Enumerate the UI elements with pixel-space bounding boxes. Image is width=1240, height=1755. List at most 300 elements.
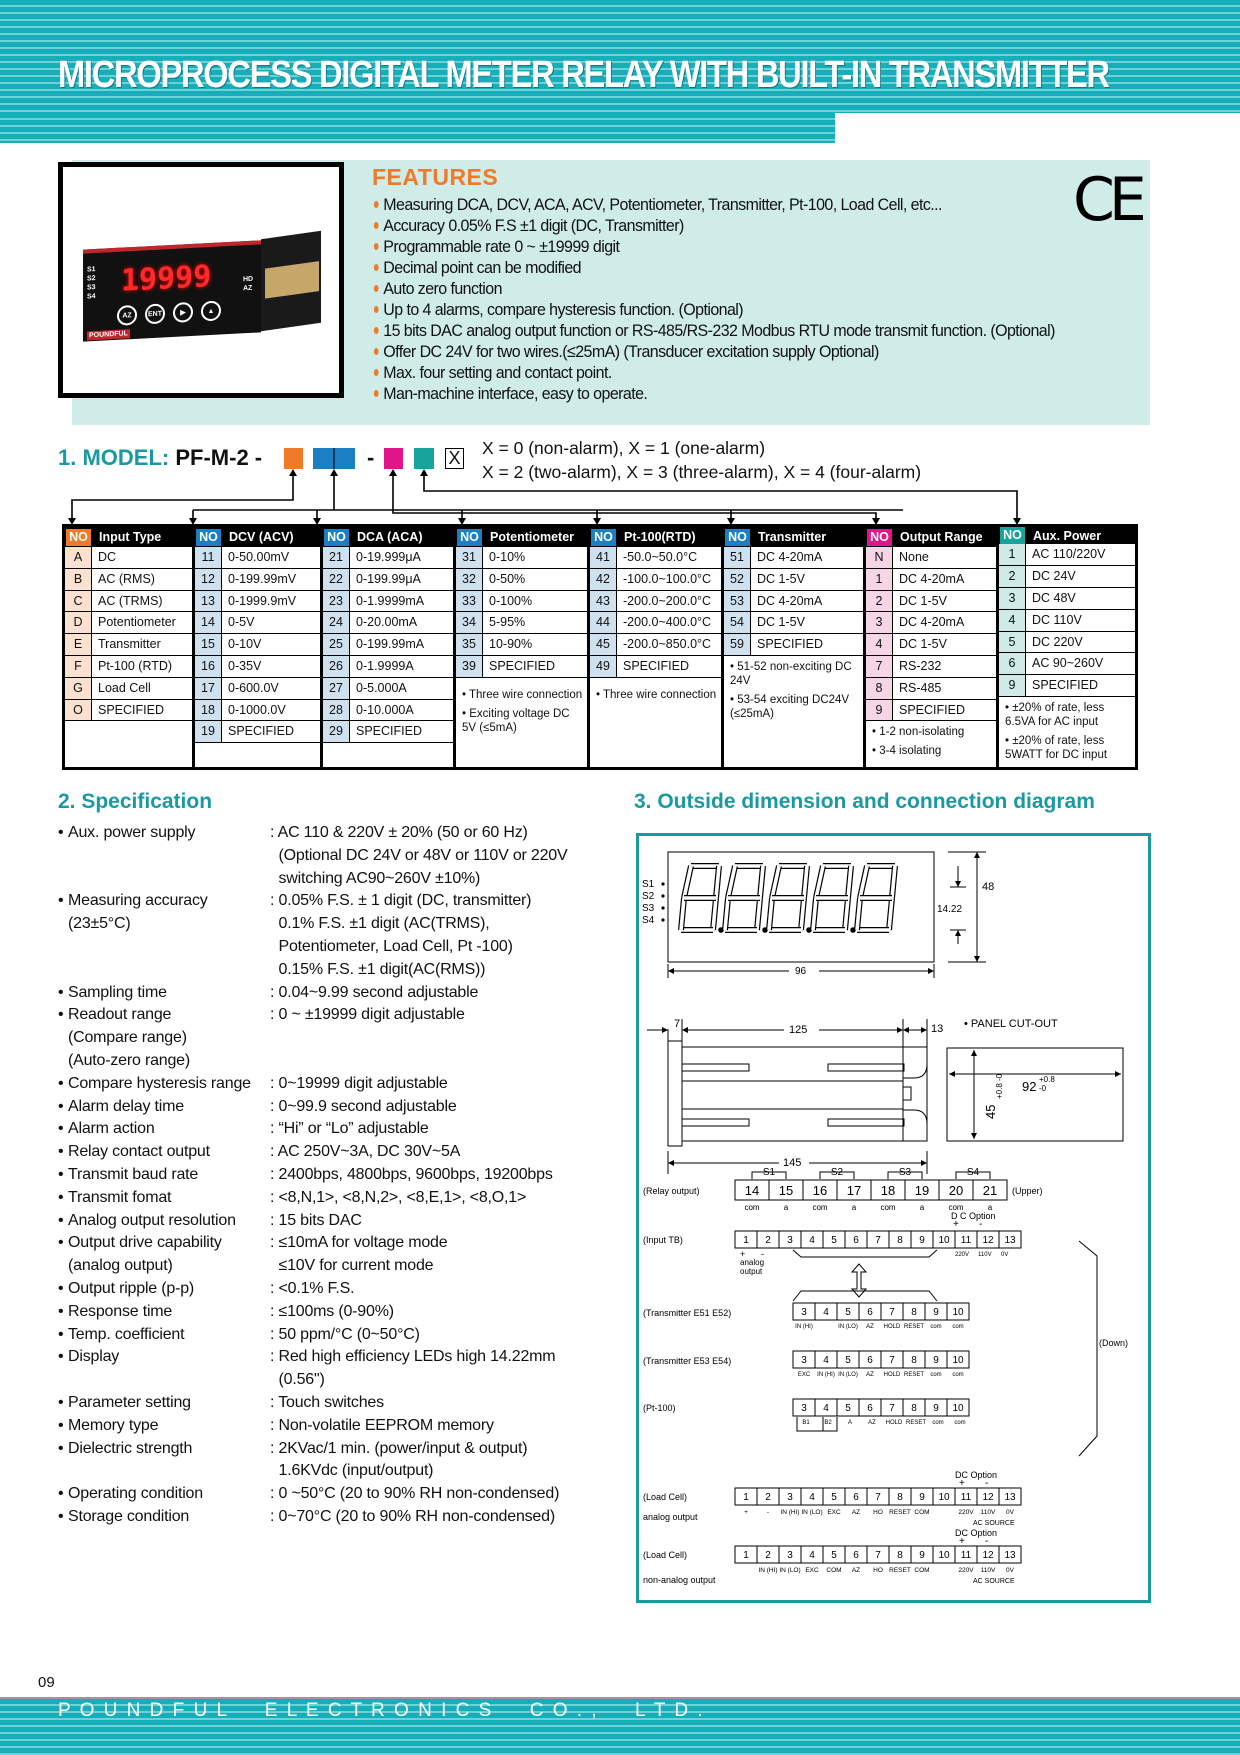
value-cell: DC 4-20mA bbox=[892, 569, 996, 590]
table-row bbox=[65, 656, 192, 678]
code-cell: 51 bbox=[724, 547, 750, 568]
input-tb-label: (Input TB) bbox=[643, 1235, 683, 1245]
load-cell-analog-label: (Load Cell) bbox=[643, 1492, 688, 1502]
table-row bbox=[999, 675, 1135, 697]
value-cell: DC 4-20mA bbox=[892, 612, 996, 633]
code-cell: 26 bbox=[323, 656, 349, 677]
terminal-number: 19 bbox=[914, 1183, 930, 1198]
spec-key: Response time bbox=[68, 1302, 173, 1320]
feature-item: Accuracy 0.05% F.S ±1 digit (DC, Transmitter) bbox=[372, 215, 1055, 236]
spec-key-cell bbox=[58, 1141, 270, 1164]
table-row bbox=[456, 569, 587, 591]
terminal-text-layer bbox=[643, 1167, 1128, 1585]
ac-source-label: AC SOURCE bbox=[973, 1520, 1015, 1527]
relay-group-label: S1 bbox=[762, 1167, 776, 1178]
transmitter-e53-block bbox=[793, 1351, 969, 1368]
column-note: • 1-2 non-isolating bbox=[872, 726, 965, 739]
value-cell: 0-35V bbox=[221, 656, 320, 677]
spec-row bbox=[58, 1027, 618, 1050]
spec-value: AC 110 & 220V ± 20% (50 or 60 Hz) bbox=[277, 824, 528, 841]
spec-key: Parameter setting bbox=[68, 1393, 191, 1411]
column-note: • 51-52 non-exciting DC 24V bbox=[730, 660, 852, 687]
spec-key-cell bbox=[58, 1027, 270, 1050]
analog-label: analog bbox=[740, 1258, 765, 1267]
colon: : bbox=[270, 1439, 279, 1457]
value-cell: 0-50.00mV bbox=[221, 547, 320, 568]
code-cell: 5 bbox=[999, 632, 1025, 653]
terminal-number: 13 bbox=[1004, 1550, 1016, 1561]
terminal-number: 2 bbox=[765, 1492, 771, 1503]
terminal-sub-label: RESET bbox=[903, 1324, 925, 1330]
spec-key-cell bbox=[58, 1278, 270, 1301]
spec-row bbox=[58, 1278, 618, 1301]
segment-digit bbox=[769, 866, 812, 933]
minus-sign-2: - bbox=[985, 1478, 989, 1489]
table-row bbox=[195, 678, 320, 700]
table-row bbox=[866, 569, 996, 591]
terminal-number: 6 bbox=[853, 1235, 859, 1246]
spec-key-cell bbox=[58, 959, 270, 982]
table-row bbox=[999, 588, 1135, 610]
column-header bbox=[65, 527, 192, 547]
colon: : bbox=[270, 1393, 279, 1411]
spec-row bbox=[58, 936, 618, 959]
spec-key-cell bbox=[58, 1164, 270, 1187]
value-cell: 10-90% bbox=[482, 634, 587, 655]
terminal-number: 21 bbox=[982, 1183, 998, 1198]
table-row bbox=[724, 569, 863, 591]
relay-sub-label: a bbox=[919, 1203, 925, 1212]
colon bbox=[270, 1371, 279, 1388]
table-row bbox=[323, 612, 453, 634]
bullet-icon: • bbox=[58, 1325, 64, 1343]
code-cell: 15 bbox=[195, 634, 221, 655]
code-cell: 59 bbox=[724, 634, 750, 655]
colon: : bbox=[270, 1416, 279, 1434]
spec-value: Red high efficiency LEDs high 14.22mm bbox=[278, 1348, 556, 1366]
value-cell: SPECIFIED bbox=[349, 721, 453, 742]
order-column-dca-aca bbox=[323, 527, 456, 767]
table-row bbox=[999, 632, 1135, 654]
spec-value-cell bbox=[270, 936, 513, 959]
relay-sub-label: com bbox=[812, 1203, 828, 1212]
column-header bbox=[195, 527, 320, 547]
terminal-blocks-layer bbox=[735, 1180, 1021, 1563]
terminal-sub-label: AZ bbox=[851, 1509, 861, 1516]
spec-row bbox=[58, 1050, 618, 1073]
load-cell-nonanalog-label: (Load Cell) bbox=[643, 1550, 688, 1560]
terminal-number: 9 bbox=[933, 1355, 939, 1366]
terminal-number: 8 bbox=[897, 1550, 903, 1561]
terminal-sub-label: com bbox=[930, 1372, 942, 1378]
bullet-icon: • bbox=[58, 1188, 64, 1206]
code-cell: E bbox=[65, 634, 91, 655]
relay-group-label: S3 bbox=[898, 1167, 912, 1178]
spec-key: Dielectric strength bbox=[68, 1439, 193, 1457]
spec-row bbox=[58, 1415, 618, 1438]
terminal-sub-label: IN (HI) bbox=[758, 1567, 778, 1574]
colon: : bbox=[270, 1279, 279, 1297]
seven-segment-digits bbox=[681, 866, 895, 933]
colon: : bbox=[270, 1165, 279, 1183]
terminal-number: 9 bbox=[933, 1403, 939, 1414]
terminal-number: 7 bbox=[875, 1550, 881, 1561]
table-row bbox=[323, 591, 453, 613]
colon: : bbox=[270, 1211, 279, 1229]
code-cell: 13 bbox=[195, 591, 221, 612]
column-no-label: NO bbox=[324, 529, 349, 546]
terminal-sub-label: COM bbox=[914, 1567, 930, 1574]
table-row bbox=[866, 656, 996, 678]
table-row bbox=[323, 547, 453, 569]
order-column-output-range bbox=[866, 527, 999, 767]
ent-button-icon: ENT bbox=[145, 303, 165, 324]
spec-row bbox=[58, 959, 618, 982]
order-column-dcv-acv bbox=[195, 527, 323, 767]
cutout-height: 45 bbox=[983, 1104, 998, 1119]
terminal-number: 6 bbox=[853, 1492, 859, 1503]
spec-value: 0.05% F.S. ± 1 digit (DC, transmitter) bbox=[278, 892, 532, 910]
value-cell: -50.0~50.0°C bbox=[616, 547, 721, 568]
terminal-number: 7 bbox=[875, 1235, 881, 1246]
terminal-number: 14 bbox=[744, 1183, 760, 1198]
code-cell: 3 bbox=[866, 612, 892, 633]
terminal-number: 16 bbox=[812, 1183, 828, 1198]
bullet-icon: • bbox=[58, 1097, 64, 1115]
spec-value-cell bbox=[270, 1301, 394, 1324]
feature-item: Man-machine interface, easy to operate. bbox=[372, 383, 1055, 404]
code-cell: 11 bbox=[195, 547, 221, 568]
spec-row bbox=[58, 1118, 618, 1141]
table-row bbox=[195, 700, 320, 722]
spec-value-cell bbox=[270, 1278, 354, 1301]
spec-value: 50 ppm/°C (0~50°C) bbox=[278, 1325, 420, 1343]
input-terminal-block bbox=[735, 1231, 1021, 1248]
analog-minus: - bbox=[761, 1249, 764, 1259]
meter-side-labels: HD AZ bbox=[243, 275, 254, 293]
value-cell: AC 110/220V bbox=[1025, 544, 1135, 565]
value-cell: DC 1-5V bbox=[892, 634, 996, 655]
bullet-icon: • bbox=[58, 1074, 64, 1092]
terminal-number: 15 bbox=[778, 1183, 794, 1198]
relay-sub-label: a bbox=[783, 1203, 789, 1212]
spec-key: Memory type bbox=[68, 1416, 159, 1434]
colon bbox=[270, 870, 279, 887]
code-cell: 35 bbox=[456, 634, 482, 655]
code-cell: 9 bbox=[866, 700, 892, 721]
spec-key-cell bbox=[58, 1438, 270, 1461]
column-header bbox=[456, 527, 587, 547]
value-cell: DC 1-5V bbox=[892, 591, 996, 612]
table-row bbox=[866, 612, 996, 634]
colon: : bbox=[270, 983, 279, 1001]
relay-sub-label: com bbox=[948, 1203, 964, 1212]
spec-value-cell bbox=[270, 1210, 362, 1233]
terminal-number: 3 bbox=[801, 1355, 807, 1366]
terminal-sub-label: HO bbox=[873, 1509, 883, 1516]
code-cell: 1 bbox=[866, 569, 892, 590]
dc-option-label-3: DC Option bbox=[955, 1528, 998, 1538]
spec-key: Output ripple (p-p) bbox=[68, 1279, 195, 1297]
code-cell: 7 bbox=[866, 656, 892, 677]
terminal-number: 3 bbox=[801, 1403, 807, 1414]
spec-key-cell bbox=[58, 1050, 270, 1073]
colon bbox=[270, 847, 279, 864]
code-cell: 27 bbox=[323, 678, 349, 699]
value-cell: 5-95% bbox=[482, 612, 587, 633]
code-cell: 45 bbox=[590, 634, 616, 655]
terminal-sub-label: 110V bbox=[980, 1509, 996, 1516]
spec-row bbox=[58, 822, 618, 845]
column-no-label: NO bbox=[66, 529, 91, 546]
order-column-input-type bbox=[65, 527, 195, 767]
spec-row bbox=[58, 1506, 618, 1529]
table-row bbox=[323, 569, 453, 591]
table-row bbox=[65, 547, 192, 569]
spec-key-cell bbox=[58, 1506, 270, 1529]
colon: : bbox=[270, 1143, 278, 1161]
value-cell: DC 1-5V bbox=[750, 569, 863, 590]
colon: : bbox=[270, 824, 278, 841]
transmitter-e51-block bbox=[793, 1303, 969, 1320]
alarm-legend: X = 0 (non-alarm), X = 1 (one-alarm) X = 2 (two-alarm), X = 3 (three-alarm), X = 4 (four-alarm) bbox=[482, 438, 922, 482]
terminal-number: 8 bbox=[897, 1492, 903, 1503]
dc-option-label: D C Option bbox=[951, 1211, 996, 1221]
value-cell: SPECIFIED bbox=[892, 700, 996, 721]
code-cell: 33 bbox=[456, 591, 482, 612]
spec-value-cell bbox=[270, 982, 478, 1005]
spec-key-cell bbox=[58, 1118, 270, 1141]
page-number: 09 bbox=[38, 1674, 55, 1691]
terminal-sub-label: RESET bbox=[905, 1420, 927, 1426]
spec-row bbox=[58, 1210, 618, 1233]
spec-value: switching AC90~260V ±10%) bbox=[278, 869, 481, 887]
terminal-sub-label: + bbox=[744, 1509, 748, 1516]
spec-row bbox=[58, 1346, 618, 1369]
code-cell: G bbox=[65, 678, 91, 699]
relay-sub-label: a bbox=[851, 1203, 857, 1212]
table-row bbox=[724, 612, 863, 634]
terminal-sub-label: RESET bbox=[889, 1509, 911, 1516]
value-cell: AC 90~260V bbox=[1025, 653, 1135, 674]
column-header bbox=[999, 527, 1135, 544]
dc-option-label-2: DC Option bbox=[955, 1470, 998, 1480]
value-cell: 0-199.99mA bbox=[349, 634, 453, 655]
spec-key-cell bbox=[58, 822, 270, 845]
cutout-height-tol: +0.8 -0 bbox=[995, 1073, 1004, 1099]
terminal-number: 8 bbox=[911, 1355, 917, 1366]
value-cell: SPECIFIED bbox=[221, 721, 320, 742]
feature-item: 15 bits DAC analog output function or RS-485/RS-232 Modbus RTU mode transmit function. (Optional) bbox=[372, 320, 1055, 341]
order-column-pt-100-rtd bbox=[590, 527, 724, 767]
column-no-label: NO bbox=[867, 529, 892, 546]
spec-row bbox=[58, 1073, 618, 1096]
table-row bbox=[195, 721, 320, 743]
spec-value-cell bbox=[270, 1255, 433, 1278]
table-row bbox=[724, 634, 863, 656]
order-column-transmitter bbox=[724, 527, 866, 767]
minus-sign-3: - bbox=[985, 1536, 989, 1547]
plus-sign-3: + bbox=[959, 1536, 965, 1547]
terminal-number: 10 bbox=[938, 1492, 950, 1503]
terminal-sub-label: com bbox=[932, 1420, 944, 1426]
spec-value-cell bbox=[270, 1073, 448, 1096]
column-name: DCA (ACA) bbox=[357, 530, 423, 544]
spec-value: 0 ~ ±19999 digit adjustable bbox=[278, 1006, 465, 1024]
spec-key-cell bbox=[58, 890, 270, 913]
value-cell: 0-1.9999mA bbox=[349, 591, 453, 612]
spec-value-cell bbox=[270, 1506, 555, 1529]
code-cell: 34 bbox=[456, 612, 482, 633]
spec-row bbox=[58, 1255, 618, 1278]
meter-brand-logo: POUNDFUL bbox=[89, 330, 128, 340]
dim-digit-height: 14.22 bbox=[937, 904, 963, 915]
ce-mark-logo: CE bbox=[1073, 165, 1141, 235]
spec-key: Measuring accuracy bbox=[68, 892, 208, 910]
value-cell: -100.0~100.0°C bbox=[616, 569, 721, 590]
code-cell: 29 bbox=[323, 721, 349, 742]
colon: : bbox=[270, 1188, 279, 1206]
spec-key-cell bbox=[58, 1232, 270, 1255]
terminal-sub-label: EXC bbox=[797, 1372, 811, 1378]
colon: : bbox=[270, 1485, 279, 1503]
panel-cutout-label: • PANEL CUT-OUT bbox=[964, 1018, 1058, 1030]
spec-value: <8,N,1>, <8,N,2>, <8,E,1>, <8,O,1> bbox=[278, 1188, 527, 1206]
relay-sub-label: com bbox=[880, 1203, 896, 1212]
cutout-width-tol-plus: +0.8 bbox=[1039, 1075, 1055, 1084]
column-name: Potentiometer bbox=[490, 530, 575, 544]
value-cell: 0-10% bbox=[482, 547, 587, 568]
relay-sub-label: a bbox=[987, 1203, 993, 1212]
spec-key: Alarm delay time bbox=[68, 1097, 184, 1115]
value-cell: RS-232 bbox=[892, 656, 996, 677]
column-name: DCV (ACV) bbox=[229, 530, 294, 544]
dim-side-125: 125 bbox=[789, 1024, 808, 1036]
terminal-sub-label: B2 bbox=[824, 1420, 832, 1426]
colon: : bbox=[270, 1302, 279, 1320]
terminal-number: 2 bbox=[765, 1550, 771, 1561]
code-cell: 18 bbox=[195, 700, 221, 721]
spec-row bbox=[58, 1164, 618, 1187]
terminal-number: 9 bbox=[919, 1492, 925, 1503]
terminal-sub-label: IN (LO) bbox=[801, 1509, 823, 1516]
column-no-label: NO bbox=[196, 529, 221, 546]
terminal-number: 4 bbox=[809, 1550, 815, 1561]
table-row bbox=[65, 612, 192, 634]
transmitter-e53-label: (Transmitter E53 E54) bbox=[643, 1356, 732, 1366]
bullet-icon: • bbox=[58, 1120, 64, 1138]
value-cell: -200.0~850.0°C bbox=[616, 634, 721, 655]
spec-row bbox=[58, 1369, 618, 1392]
terminal-sub-label: AZ bbox=[866, 1372, 874, 1378]
feature-item: Auto zero function bbox=[372, 278, 1055, 299]
column-header bbox=[590, 527, 721, 547]
terminal-sub-label: HOLD bbox=[883, 1372, 901, 1378]
column-note: • 53-54 exciting DC24V (≤25mA) bbox=[730, 693, 850, 720]
spec-value: 15 bits DAC bbox=[278, 1211, 362, 1229]
column-name: Pt-100(RTD) bbox=[624, 530, 696, 544]
terminal-number: 4 bbox=[823, 1307, 829, 1318]
code-cell: 2 bbox=[866, 591, 892, 612]
spec-key-cell bbox=[58, 936, 270, 959]
model-dash: - bbox=[367, 445, 375, 470]
relay-group-label: S2 bbox=[830, 1167, 844, 1178]
value-cell: 0-19.999μA bbox=[349, 547, 453, 568]
relay-output-label: (Relay output) bbox=[643, 1186, 700, 1196]
column-notes bbox=[724, 656, 863, 726]
table-row bbox=[456, 656, 587, 678]
code-cell: 6 bbox=[999, 653, 1025, 674]
column-header bbox=[323, 527, 453, 547]
code-cell: 2 bbox=[999, 566, 1025, 587]
spec-key-cell bbox=[58, 1096, 270, 1119]
code-cell: N bbox=[866, 547, 892, 568]
spec-key: Sampling time bbox=[68, 983, 167, 1001]
table-row bbox=[590, 656, 721, 678]
spec-value-cell bbox=[270, 1460, 433, 1483]
colon: : bbox=[270, 1325, 279, 1343]
code-cell: F bbox=[65, 656, 91, 677]
value-cell: -200.0~200.0°C bbox=[616, 591, 721, 612]
relay-sub-label: com bbox=[744, 1203, 760, 1212]
terminal-number: 7 bbox=[889, 1355, 895, 1366]
terminal-number: 4 bbox=[809, 1235, 815, 1246]
value-cell: 0-10.000A bbox=[349, 700, 453, 721]
spec-key: Output drive capability bbox=[68, 1234, 222, 1252]
terminal-number: 11 bbox=[960, 1550, 972, 1561]
value-cell: DC 4-20mA bbox=[750, 591, 863, 612]
terminal-number: 5 bbox=[845, 1403, 851, 1414]
terminal-sub-label: EXC bbox=[805, 1567, 819, 1574]
specification-title: 2. Specification bbox=[58, 790, 213, 813]
value-cell: Potentiometer bbox=[91, 612, 192, 633]
code-cell: 28 bbox=[323, 700, 349, 721]
column-notes bbox=[590, 678, 721, 707]
terminal-sub-label: com bbox=[952, 1372, 964, 1378]
features-title: FEATURES bbox=[372, 164, 499, 190]
colon bbox=[270, 1462, 279, 1479]
terminal-sub-label: IN (HI) bbox=[817, 1372, 835, 1378]
spec-value: Touch switches bbox=[278, 1393, 384, 1411]
code-cell: 42 bbox=[590, 569, 616, 590]
bullet-icon: • bbox=[58, 1279, 64, 1297]
terminal-number: 10 bbox=[938, 1235, 950, 1246]
table-row bbox=[456, 591, 587, 613]
table-row bbox=[323, 721, 453, 743]
spec-key-cell bbox=[58, 1392, 270, 1415]
spec-key-cell bbox=[58, 1483, 270, 1506]
colon: : bbox=[270, 892, 279, 910]
terminal-sub-label: B1 bbox=[802, 1420, 810, 1426]
spec-value: “Hi” or “Lo” adjustable bbox=[278, 1120, 429, 1138]
pt100-block bbox=[793, 1399, 969, 1416]
spec-key: Transmit fomat bbox=[68, 1188, 172, 1206]
column-header bbox=[866, 527, 996, 547]
terminal-sub-label: HO bbox=[873, 1567, 883, 1574]
terminal-number: 10 bbox=[938, 1550, 950, 1561]
spec-key: Transmit baud rate bbox=[68, 1165, 199, 1183]
spec-key: Temp. coefficient bbox=[68, 1325, 185, 1343]
code-cell: O bbox=[65, 700, 91, 721]
value-cell: 0-50% bbox=[482, 569, 587, 590]
bullet-icon: • bbox=[58, 1393, 64, 1411]
value-cell: SPECIFIED bbox=[91, 700, 192, 721]
input-sub-110: 110V bbox=[978, 1252, 992, 1258]
table-row bbox=[323, 656, 453, 678]
plus-sign: + bbox=[953, 1219, 959, 1230]
value-cell: Transmitter bbox=[91, 634, 192, 655]
terminal-number: 18 bbox=[880, 1183, 896, 1198]
